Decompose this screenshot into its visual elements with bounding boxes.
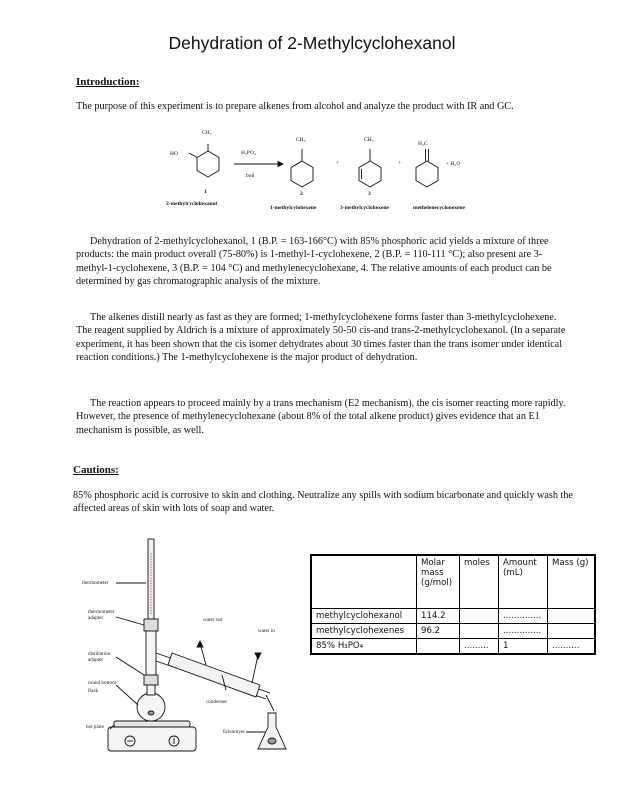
label-flask-2: flask (88, 688, 99, 694)
header-cell: Amount (mL) (499, 555, 548, 609)
number-1: 1 (204, 189, 207, 195)
distillation-apparatus (80, 535, 305, 760)
cautions-text: 85% phosphoric acid is corrosive to skin and clothing. Neutralize any spills with sodium bicarbonate and quickly wash the affected areas of skin with lots of soap and water. (73, 490, 573, 515)
cautions-paragraph (73, 489, 573, 516)
table-cell (548, 624, 596, 639)
paragraph-3-text: The reaction appears to proceed mainly by a trans mechanism (E2 mechanism), the cis isomer reacting more rapidly. However, the presence of methylenecyclohexane (about 8% of the total alkene product) gives evidence that an E1 mechanism is possible, as well. (76, 398, 566, 436)
introduction-heading: Introduction: (76, 76, 140, 88)
table-cell: methylcyclohexenes (311, 624, 417, 639)
name-2: 1-methylcylohexene (270, 205, 317, 211)
name-3: 3-methylcyclohexene (340, 205, 389, 211)
plus-1: + (336, 160, 340, 166)
label-hot-plate: hot plate (86, 724, 105, 730)
reagent-bottom: boil (246, 173, 255, 179)
label-erlenmeyer: Erlenmyer (223, 729, 245, 735)
reagents-table (310, 554, 596, 655)
ho-label: HO (170, 151, 178, 157)
label-thermometer-adapter-1: thermometer (88, 609, 115, 615)
molecule-4 (416, 149, 438, 187)
molecule-2 (291, 149, 313, 187)
table-cell (460, 609, 499, 624)
label-distillation-2: adapter (88, 657, 104, 663)
table-cell (417, 639, 460, 655)
label-condenser: condenser (206, 699, 228, 705)
paragraph-1 (76, 235, 568, 288)
number-3: 3 (368, 191, 371, 197)
header-cell: Molar mass (g/mol) (417, 555, 460, 609)
paragraph-2 (76, 311, 568, 364)
table-row (311, 624, 595, 639)
intro-text: The purpose of this experiment is to prepare alkenes from alcohol and analyze the product with IR and GC. (76, 101, 514, 112)
h2c-label: H₂C (418, 141, 428, 147)
paragraph-2-text: The alkenes distill nearly as fast as they are formed; 1-methylcyclohexene forms faster than 3-methylcyclohexene. The reagent supplied by Aldrich is a mixture of approximately 50-50 cis-and trans-2-methylcyclohexanol. (In a separate experiment, it has been shown that the cis isomer dehydrates about 30 times faster than the trans isomer under identical reaction conditions.) The 1-methylcyclohexene is the major product of dehydration. (76, 312, 566, 363)
label-water-out: water out (203, 617, 223, 623)
paragraph-3 (76, 397, 568, 437)
label-thermometer-adapter-2: adapter (88, 615, 104, 621)
name-4: methelenecyclonexene (413, 205, 465, 211)
table-cell: methylcyclohexanol (311, 609, 417, 624)
table-cell: 114.2 (417, 609, 460, 624)
water-label: + H₂O (446, 161, 461, 167)
header-cell: moles (460, 555, 499, 609)
ch3-label-3: CH₃ (364, 137, 374, 143)
header-cell: Mass (g) (548, 555, 596, 609)
table-cell: 85% H₃PO₄ (311, 639, 417, 655)
reagent-top: H₃PO₄ (241, 150, 256, 156)
table-cell: 1 (499, 639, 548, 655)
label-water-in: water in (258, 628, 275, 634)
paragraph-1-text: Dehydration of 2-methylcyclohexanol, 1 (B.P. = 163-166°C) with 85% phosphoric acid yields a mixture of three products: the main product overall (75-80%) is 1-methyl-1-cyclohexene, 2 (B.P. = 110-111 °C); also present are 3-methyl-1-cyclohexene, 3 (B.P. = 104 °C) and methylenecyclohexane, 4. The relative amounts of each product can be determined by gas chromatographic analysis of the mixture. (76, 236, 552, 287)
table-cell: ......... (460, 639, 499, 655)
table-cell: .............. (499, 624, 548, 639)
header-cell (311, 555, 417, 609)
label-thermometer: thermometer (82, 580, 109, 586)
plus-2: + (398, 160, 402, 166)
table-cell: 96.2 (417, 624, 460, 639)
table-cell (460, 624, 499, 639)
cautions-heading: Cautions: (73, 464, 119, 476)
intro-paragraph (76, 100, 566, 113)
molecule-3 (359, 149, 381, 187)
ch3-label-1: CH₃ (202, 130, 212, 136)
table-cell: .......... (548, 639, 596, 655)
name-1: 2-methylcyclohexanol (166, 201, 218, 207)
number-2: 2 (300, 191, 303, 197)
page-title: Dehydration of 2-Methylcyclohexanol (168, 33, 456, 53)
ch3-label-2: CH₃ (296, 137, 306, 143)
table-cell (548, 609, 596, 624)
table-row (311, 639, 595, 655)
table-header-row (311, 555, 595, 609)
table-cell: .............. (499, 609, 548, 624)
label-distillation-1: distillation (88, 651, 111, 657)
table-row (311, 609, 595, 624)
label-flask-1: round bottom (88, 680, 117, 686)
molecule-1 (189, 144, 219, 177)
